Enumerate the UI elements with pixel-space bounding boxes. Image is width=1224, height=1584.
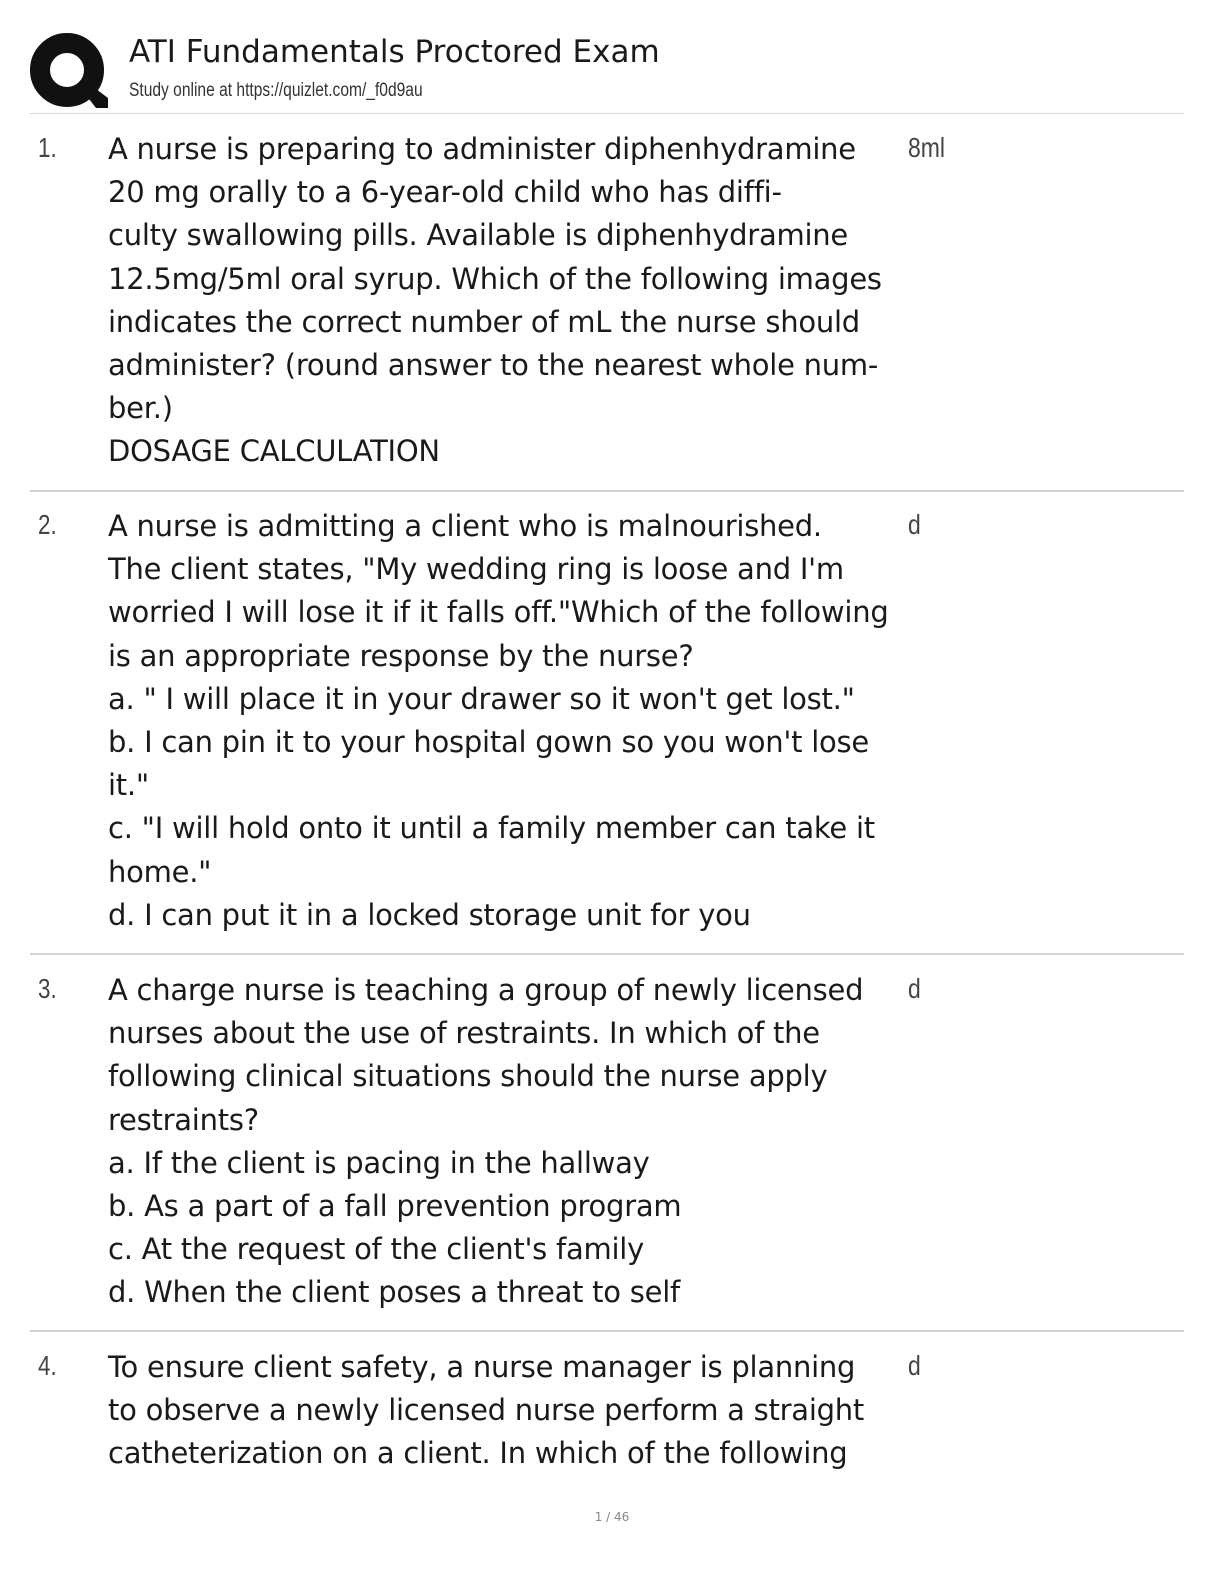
question-line: catheterization on a client. In which of the following <box>108 1436 848 1471</box>
question-line: A charge nurse is teaching a group of newly licensed <box>108 973 864 1007</box>
question-line: indicates the correct number of mL the nurse should <box>108 304 860 339</box>
question-line: DOSAGE CALCULATION <box>108 434 440 469</box>
question-line: culty swallowing pills. Available is diphenhydramine <box>108 218 849 253</box>
question-line: To ensure client safety, a nurse manager is planning <box>108 1350 856 1384</box>
page-number: 1 / 46 <box>594 1510 630 1524</box>
flashcard-4 <box>30 1350 1184 1480</box>
question-line: nurses about the use of restraints. In which of the <box>108 1016 820 1051</box>
question-line: worried I will lose it if it falls off."Which of the following <box>108 595 889 630</box>
question-line: b. I can pin it to your hospital gown so you won't lose <box>108 725 869 760</box>
card-answer: d <box>908 1350 921 1381</box>
question-line: home." <box>108 854 212 889</box>
question-line: A nurse is admitting a client who is malnourished. <box>108 509 822 543</box>
card-divider <box>30 953 1184 955</box>
page-header <box>30 30 1184 114</box>
question-line: The client states, "My wedding ring is loose and I'm <box>108 552 844 587</box>
card-answer: 8ml <box>908 132 946 163</box>
document-title: ATI Fundamentals Proctored Exam <box>129 34 660 70</box>
question-line: d. When the client poses a threat to self <box>108 1275 680 1310</box>
question-line: 20 mg orally to a 6-year-old child who has diffi- <box>108 175 782 210</box>
question-line: a. " I will place it in your drawer so it won't get lost." <box>108 681 855 716</box>
question-line: c. At the request of the client's family <box>108 1232 645 1267</box>
card-question <box>108 1346 908 1476</box>
card-divider <box>30 1330 1184 1332</box>
question-line: is an appropriate response by the nurse? <box>108 638 694 673</box>
question-line: administer? (round answer to the nearest whole num- <box>108 348 879 383</box>
card-answer: d <box>908 973 921 1004</box>
question-line: following clinical situations should the nurse apply <box>108 1059 828 1094</box>
study-online-link[interactable]: Study online at https://quizlet.com/_f0d9au <box>129 80 423 101</box>
card-question <box>108 969 908 1315</box>
question-line: it." <box>108 768 149 803</box>
card-number: 2. <box>38 509 57 540</box>
card-number: 4. <box>38 1350 57 1381</box>
quizlet-logo-icon <box>30 32 110 112</box>
question-line: ber.) <box>108 391 173 426</box>
question-line: a. If the client is pacing in the hallway <box>108 1145 650 1180</box>
card-question <box>108 128 908 474</box>
question-line: 12.5mg/5ml oral syrup. Which of the following images <box>108 261 882 296</box>
question-line: A nurse is preparing to administer diphenhydramine <box>108 132 856 166</box>
header-divider <box>30 113 1184 114</box>
question-line: d. I can put it in a locked storage unit for you <box>108 897 751 932</box>
card-answer: d <box>908 509 921 540</box>
question-line: restraints? <box>108 1102 259 1137</box>
question-line: b. As a part of a fall prevention program <box>108 1189 682 1224</box>
question-line: to observe a newly licensed nurse perform a straight <box>108 1393 865 1428</box>
card-divider <box>30 490 1184 492</box>
question-line: c. "I will hold onto it until a family member can take it <box>108 811 875 846</box>
flashcard-1 <box>30 132 1184 492</box>
flashcard-2 <box>30 509 1184 955</box>
card-question <box>108 505 908 937</box>
flashcard-3 <box>30 973 1184 1332</box>
card-number: 1. <box>38 132 57 163</box>
card-number: 3. <box>38 973 57 1004</box>
